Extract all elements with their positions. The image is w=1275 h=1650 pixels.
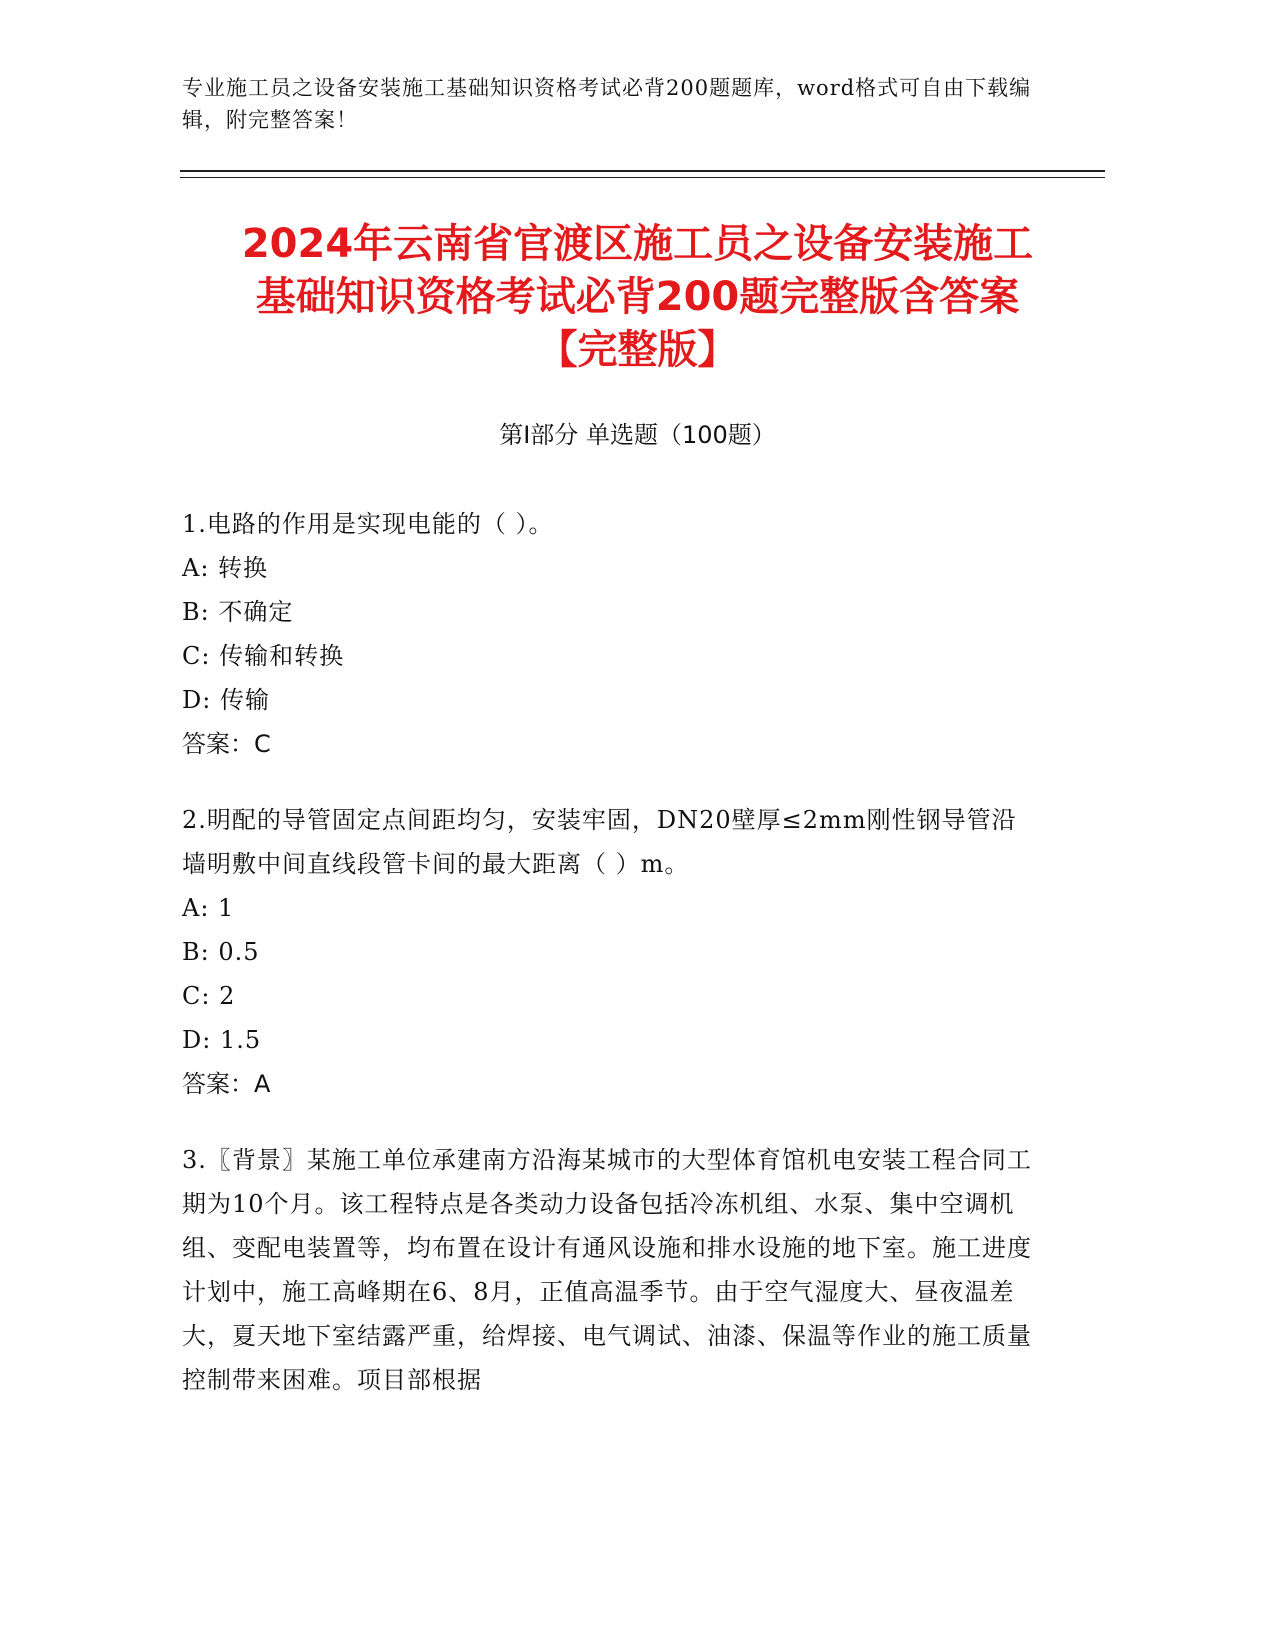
option-a: A: 转换 — [182, 554, 269, 582]
answer: 答案：A — [182, 1070, 271, 1098]
question-2 — [182, 798, 1032, 1106]
option-d: D: 1.5 — [182, 1026, 262, 1054]
title-line-3: 【完整版】 — [537, 327, 738, 373]
header-divider-thin — [180, 177, 1105, 178]
header-divider-thick — [180, 170, 1105, 172]
question-3 — [182, 1138, 1032, 1402]
option-c: C: 2 — [182, 982, 236, 1010]
option-d: D: 传输 — [182, 686, 270, 714]
question-list — [182, 502, 1032, 1434]
question-stem: 3.〖背景〗某施工单位承建南方沿海某城市的大型体育馆机电安装工程合同工期为10个月。该工程特点是各类动力设备包括冷冻机组、水泵、集中空调机组、变配电装置等，均布置在设计有通风设施和排水设施的地下室。施工进度计划中，施工高峰期在6、8月，正值高温季节。由于空气湿度大、昼夜温差大，夏天地下室结露严重，给焊接、电气调试、油漆、保温等作业的施工质量控制带来困难。项目部根据 — [182, 1146, 1032, 1394]
question-1 — [182, 502, 1032, 766]
answer: 答案：C — [182, 730, 271, 758]
section-heading: 第Ⅰ部分 单选题（100题） — [499, 421, 776, 449]
document-title — [150, 218, 1125, 377]
option-b: B: 不确定 — [182, 598, 294, 626]
option-b: B: 0.5 — [182, 938, 260, 966]
question-stem: 2.明配的导管固定点间距均匀，安装牢固，DN20壁厚≤2mm刚性钢导管沿墙明敷中间直线段管卡间的最大距离（ ）m。 — [182, 806, 1017, 878]
title-line-2: 基础知识资格考试必背200题完整版含答案 — [255, 274, 1020, 320]
title-line-1: 2024年云南省官渡区施工员之设备安装施工 — [241, 221, 1034, 267]
question-stem: 1.电路的作用是实现电能的（ ）。 — [182, 510, 554, 538]
header-note: 专业施工员之设备安装施工基础知识资格考试必背200题题库，word格式可自由下载编辑，附完整答案！ — [182, 76, 1032, 132]
option-c: C: 传输和转换 — [182, 642, 345, 670]
option-a: A: 1 — [182, 894, 235, 922]
